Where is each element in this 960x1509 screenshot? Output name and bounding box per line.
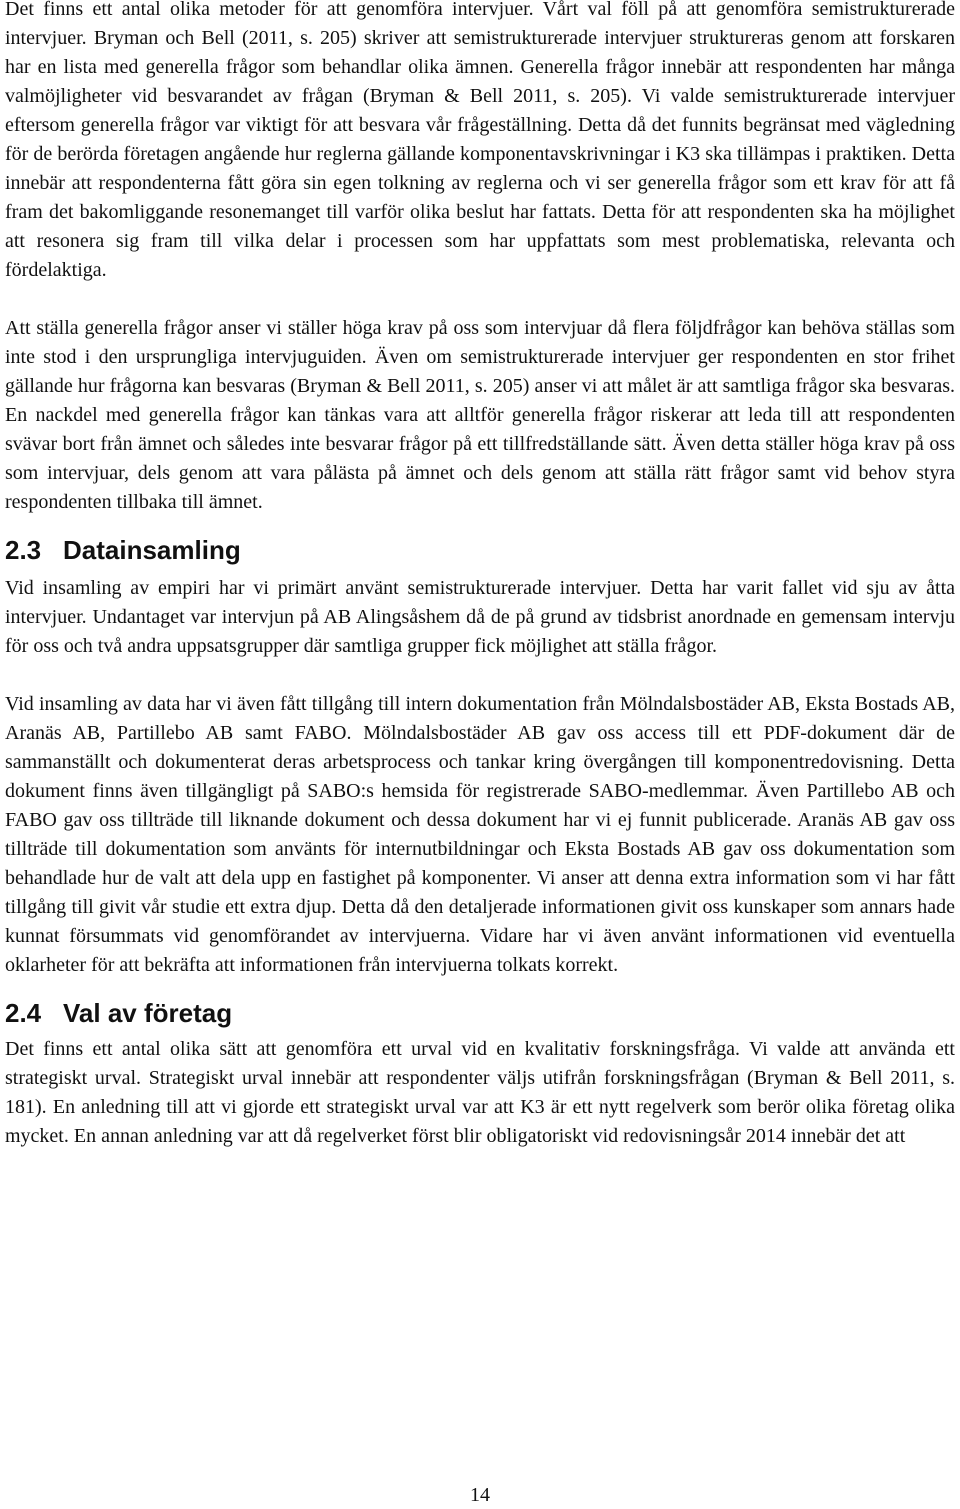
page-number: 14 [470, 1484, 490, 1506]
intro-paragraph-1: Det finns ett antal olika metoder för att genomföra intervjuer. Vårt val föll på att genomföra semistrukturerade intervjuer. Bryman och Bell (2011, s. 205) skriver att semistrukturerade intervjuer struktureras genom att forskaren har en lista med generella frågor som behandlar olika ämnen. Generella frågor innebär att respondenten har många valmöjligheter vid besvarandet av frågan (Bryman & Bell 2011, s. 205). Vi valde semistrukturerade intervjuer eftersom generella frågor var viktigt för att besvara vår frågeställning. Detta då det funnits begränsat med vägledning för de berörda företagen angående hur reglerna gällande komponentavskrivningar i K3 ska tillämpas i praktiken. Detta innebär att respondenterna fått göra sin egen tolkning av reglerna och vi ser generella frågor som ett krav för att få fram det bakomliggande resonemanget till varför olika beslut har fattats. Detta för att respondenten ska ha möjlighet att resonera sig fram till vilka delar i processen som har uppfattats som mest problematiska, relevanta och fördelaktiga. [5, 0, 955, 281]
section-heading-val-av-foretag [5, 997, 955, 1029]
document-page [5, 0, 955, 1151]
section-heading-datainsamling [5, 534, 955, 566]
datainsamling-paragraph-1: Vid insamling av empiri har vi primärt använt semistrukturerade intervjuer. Detta har varit fallet vid sju av åtta intervjuer. Undantaget var intervjun på AB Alingsåshem då de på grund av tidsbrist anordnade en gemensam intervju för oss och två andra uppsatsgrupper där samtliga grupper fick möjlighet att ställa frågor. [5, 577, 955, 657]
section-number: 2.4 [5, 998, 42, 1028]
datainsamling-paragraph-2: Vid insamling av data har vi även fått tillgång till intern dokumentation från Mölndalsbostäder AB, Eksta Bostads AB, Aranäs AB, Partillebo AB samt FABO. Mölndalsbostäder AB gav oss access till ett PDF-dokument där de sammanställt och dokumenterat deras arbetsprocess och tankar kring övergången till komponentredovisning. Detta dokument finns även tillgängligt på SABO:s hemsida för registrerade SABO-medlemmar. Även Partillebo AB och FABO gav oss tillträde till liknande dokument och dessa dokument har vi ej funnit publicerade. Aranäs AB gav oss tillträde till dokumentation som använts för internutbildningar och Eksta Bostads AB gav oss dokumentation som behandlade hur de valt att dela upp en fastighet på komponenter. Vi anser att denna extra information som vi har fått tillgång till givit vår studie ett extra djup. Detta då den detaljerade informationen givit oss kunskaper som annars hade kunnat försummats vid genomförandet av intervjuerna. Vidare har vi även använt informationen vid eventuella oklarheter för att bekräfta att informationen från intervjuerna tolkats korrekt. [5, 693, 955, 976]
section-title: Datainsamling [63, 535, 241, 565]
section-title: Val av företag [63, 998, 233, 1028]
intro-paragraph-2: Att ställa generella frågor anser vi ställer höga krav på oss som intervjuar då flera följdfrågor kan behöva ställas som inte stod i den ursprungliga intervjuguiden. Även om semistrukturerade intervjuer ger respondenten en stor frihet gällande hur frågorna kan besvaras (Bryman & Bell 2011, s. 205) anser vi att målet är att samtliga frågor ska besvaras. En nackdel med generella frågor kan tänkas vara att alltför generella frågor riskerar att leda till att respondenten svävar bort från ämnet och således inte besvarar frågor på ett tillfredställande sätt. Även detta ställer höga krav på oss som intervjuar, dels genom att vara pålästa på ämnet och dels genom att ställa rätt frågor samt vid behov styra respondenten tillbaka till ämnet. [5, 317, 955, 513]
section-number: 2.3 [5, 535, 42, 565]
val-av-foretag-paragraph-1: Det finns ett antal olika sätt att genomföra ett urval vid en kvalitativ forskningsfråga. Vi valde att använda ett strategiskt urval. Strategiskt urval innebär att respondenter väljs utifrån forskningsfrågan (Bryman & Bell 2011, s. 181). En anledning till att vi gjorde ett strategiskt urval var att K3 är ett nytt regelverk som berör olika företag olika mycket. En annan anledning var att då regelverket först blir obligatoriskt vid redovisningsår 2014 innebär det att [5, 1038, 955, 1147]
